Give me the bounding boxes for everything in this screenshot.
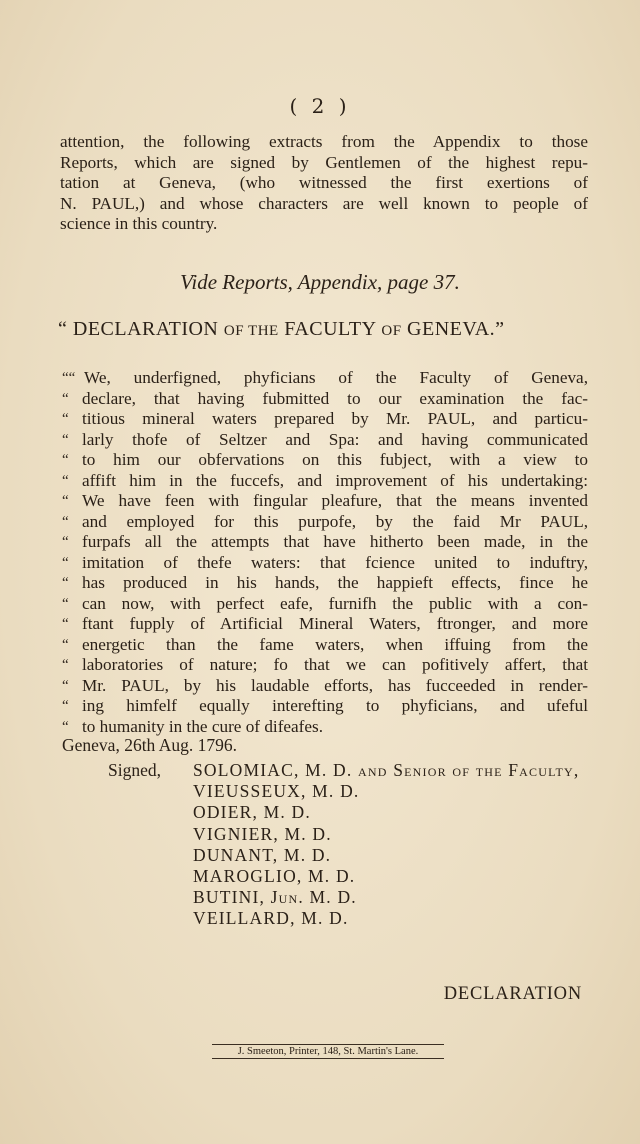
quote-line xyxy=(62,717,588,738)
quote-line xyxy=(62,471,588,492)
quote-text: declare, that having fubmitted to our examination the fac- xyxy=(82,388,588,408)
quote-line xyxy=(62,614,588,635)
signatories-list xyxy=(108,760,608,930)
signed-label: Signed, xyxy=(108,760,161,780)
quote-text: and employed for this purpofe, by the faid Mr PAUL, xyxy=(82,511,588,531)
intro-line: science in this country. xyxy=(60,214,218,233)
quote-text: furpafs all the attempts that have hitherto been made, in the xyxy=(82,532,588,551)
signed-label xyxy=(108,845,193,866)
signed-label xyxy=(108,824,193,845)
signer-name: VIEUSSEUX, M. D. xyxy=(193,781,360,802)
signer-name: VEILLARD, M. D. xyxy=(193,908,349,929)
quote-line xyxy=(62,532,588,553)
quote-line xyxy=(62,512,588,533)
heading-of-the: OF THE xyxy=(223,323,279,339)
signer-row xyxy=(108,824,608,845)
quote-text: We have feen with fingular pleafure, that the means invented xyxy=(82,491,588,510)
quote-text: laboratories of nature; fo that we can pofitively affert, that xyxy=(82,655,588,674)
quote-mark: “ xyxy=(62,636,69,653)
signer-row xyxy=(108,760,608,781)
quote-line xyxy=(62,450,588,471)
quote-mark: “ xyxy=(62,534,69,550)
printer-imprint: J. Smeeton, Printer, 148, St. Martin's Lane. xyxy=(212,1044,444,1059)
signer-row xyxy=(108,802,608,823)
signer-name: SOLOMIAC, M. D. and Senior of the Faculty, xyxy=(193,760,580,780)
quote-text: Mr. PAUL, by his laudable efforts, has fucceeded in render- xyxy=(82,675,588,695)
quote-line xyxy=(62,368,588,389)
signed-label xyxy=(108,887,193,908)
signer-row xyxy=(108,845,608,866)
quote-mark: “ xyxy=(62,390,69,407)
quote-mark: “ xyxy=(62,698,69,714)
quote-mark: “ xyxy=(62,657,69,673)
quote-line xyxy=(62,655,588,676)
signer-name: VIGNIER, M. D. xyxy=(193,823,332,844)
signer-row xyxy=(108,887,608,908)
signed-label xyxy=(108,908,193,929)
quote-line xyxy=(62,430,588,451)
heading-of: OF xyxy=(381,323,402,339)
catchword: DECLARATION xyxy=(443,984,582,1004)
intro-line: Reports, which are signed by Gentlemen of the highest repu- xyxy=(60,152,588,172)
quote-text: larly thofe of Seltzer and Spa: and having communicated xyxy=(82,429,588,449)
quote-line xyxy=(62,676,588,697)
quote-mark: “ xyxy=(62,554,69,571)
signer-name: BUTINI, Jun. M. D. xyxy=(193,887,357,908)
quote-text: We, underfigned, phyficians of the Faculty of Geneva, xyxy=(84,368,588,387)
quote-line xyxy=(62,696,588,717)
intro-line: tation at Geneva, (who witnessed the first exertions of xyxy=(60,173,588,192)
signer-row xyxy=(108,908,608,929)
quote-text: to humanity in the cure of difeafes. xyxy=(82,716,324,736)
quote-text: imitation of thefe waters: that fcience united to induftry, xyxy=(82,552,588,572)
quote-text: ing himfelf equally interefting to phyficians, and ufeful xyxy=(82,696,588,715)
quote-text: to him our obfervations on this fubject, with a view to xyxy=(82,450,588,469)
quote-text: can now, with perfect eafe, furnifh the public with a con- xyxy=(82,593,588,613)
quote-mark: “ xyxy=(62,677,69,694)
quote-text: energetic than the fame waters, when iffuing from the xyxy=(82,634,588,654)
signer-row xyxy=(108,781,608,802)
quote-line xyxy=(62,491,588,512)
declaration-heading xyxy=(58,318,588,341)
quote-text: affift him in the fuccefs, and improvement of his undertaking: xyxy=(82,470,588,490)
signed-label xyxy=(108,802,193,823)
quote-mark: “ xyxy=(62,595,69,612)
quote-line xyxy=(62,594,588,615)
quote-line xyxy=(62,389,588,410)
signer-name: DUNANT, M. D. xyxy=(193,844,332,865)
signed-label xyxy=(108,866,193,887)
signed-label xyxy=(108,781,193,802)
quote-line xyxy=(62,573,588,594)
quote-text: titious mineral waters prepared by Mr. PAUL, and particu- xyxy=(82,409,588,428)
signer-name: ODIER, M. D. xyxy=(193,802,311,823)
heading-open: “ DECLARATION xyxy=(58,318,219,340)
quote-mark: “ xyxy=(62,452,69,468)
quote-mark: “ xyxy=(62,411,69,427)
quote-mark: “ xyxy=(62,431,69,448)
quote-mark: “ xyxy=(62,513,69,530)
declaration-quote xyxy=(62,368,588,737)
signer-name: MAROGLIO, M. D. xyxy=(193,866,356,887)
quote-line xyxy=(62,409,588,430)
heading-faculty: FACULTY xyxy=(284,318,376,340)
quote-mark: “ xyxy=(62,616,69,632)
quote-mark: “ xyxy=(62,718,69,735)
intro-line: N. PAUL,) and whose characters are well known to people of xyxy=(60,193,588,213)
heading-close: GENEVA.” xyxy=(407,318,505,340)
intro-line: attention, the following extracts from the Appendix to those xyxy=(60,132,588,151)
vide-reference: Vide Reports, Appendix, page 37. xyxy=(180,270,460,294)
dateline: Geneva, 26th Aug. 1796. xyxy=(62,735,237,755)
quote-mark: “ xyxy=(62,575,69,591)
quote-text: ftant fupply of Artificial Mineral Waters, ftronger, and more xyxy=(82,614,588,633)
quote-mark: ““ xyxy=(62,370,76,386)
page-number: ( 2 ) xyxy=(289,94,351,118)
intro-paragraph xyxy=(60,132,588,235)
quote-text: has produced in his hands, the happieft effects, fince he xyxy=(82,573,588,592)
quote-mark: “ xyxy=(62,472,69,489)
quote-line xyxy=(62,553,588,574)
quote-line xyxy=(62,635,588,656)
signer-row xyxy=(108,866,608,887)
quote-mark: “ xyxy=(62,493,69,509)
